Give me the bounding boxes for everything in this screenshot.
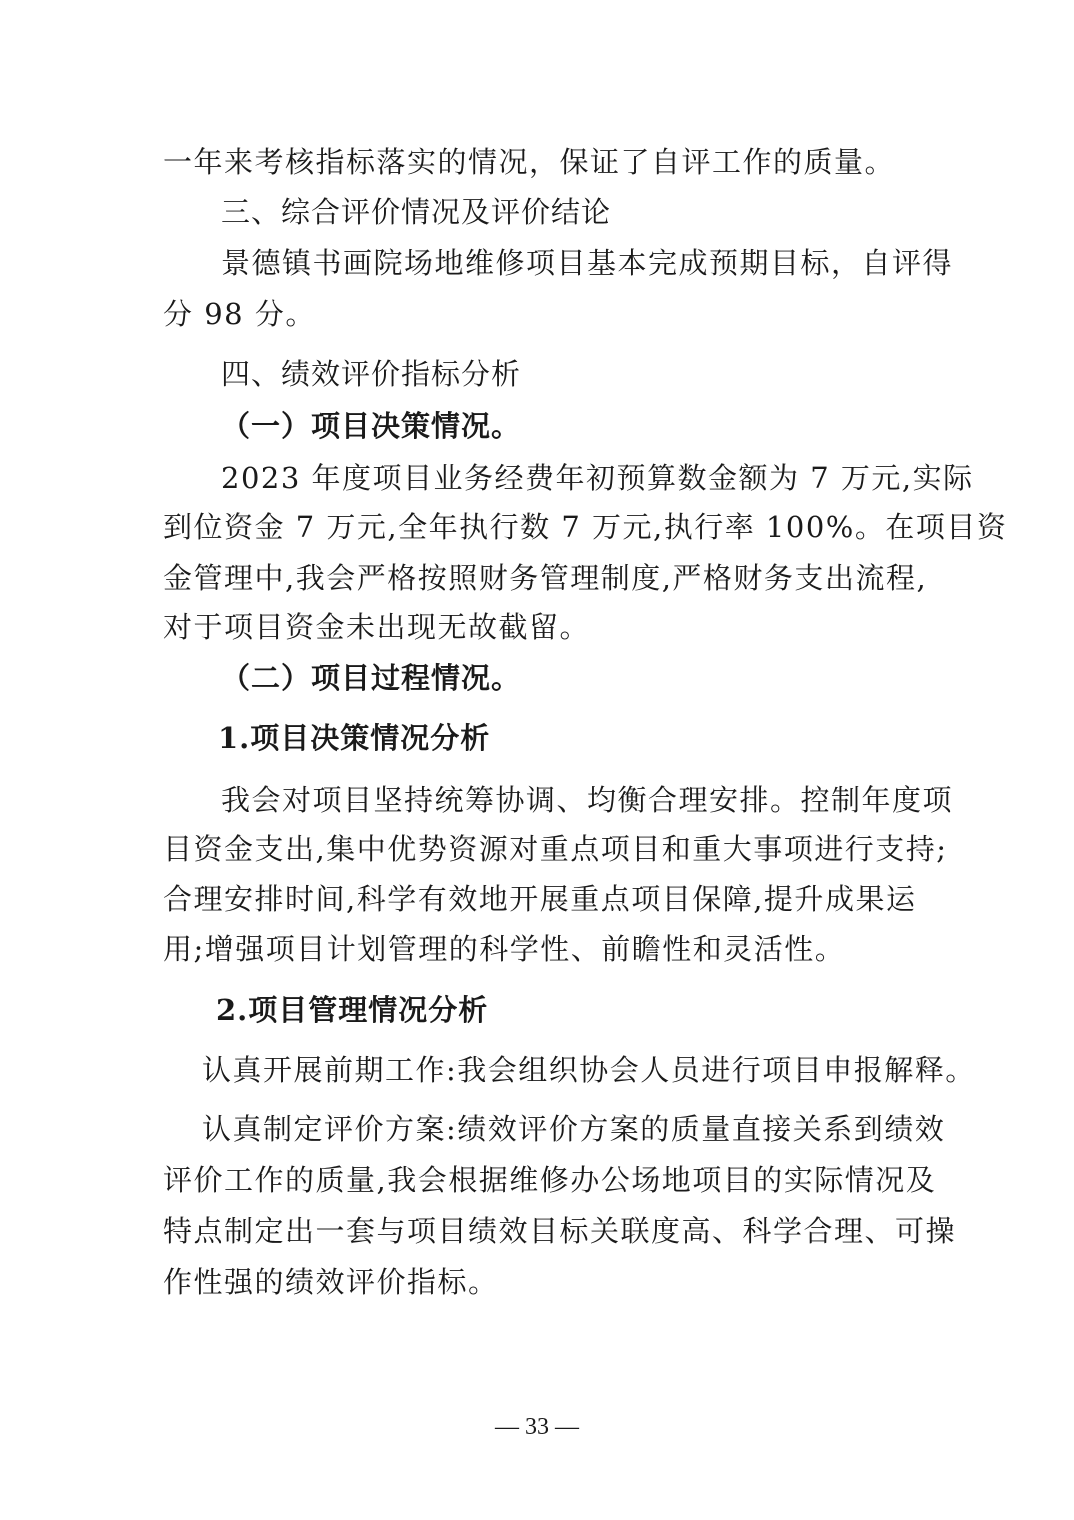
body-text-line: 认真制定评价方案:绩效评价方案的质量直接关系到绩效 <box>202 1112 946 1146</box>
section-heading-3: 三、综合评价情况及评价结论 <box>221 195 612 229</box>
body-text-line: 对于项目资金未出现无故截留。 <box>163 610 591 644</box>
numbered-heading-1: 1.项目决策情况分析 <box>218 721 491 755</box>
body-text-line: 金管理中,我会严格按照财务管理制度,严格财务支出流程, <box>163 561 928 595</box>
section-heading-4: 四、绩效评价指标分析 <box>221 357 522 391</box>
numbered-heading-2: 2.项目管理情况分析 <box>216 993 489 1027</box>
subsection-heading-1: （一）项目决策情况。 <box>221 409 522 443</box>
body-text-line: 认真开展前期工作:我会组织协会人员进行项目申报解释。 <box>202 1053 976 1087</box>
body-text-line: 合理安排时间,科学有效地开展重点项目保障,提升成果运 <box>163 882 917 916</box>
page-number: — 33 — <box>495 1414 579 1440</box>
body-text-line: 评价工作的质量,我会根据维修办公场地项目的实际情况及 <box>163 1163 937 1197</box>
body-text-line: 2023 年度项目业务经费年初预算数金额为 7 万元,实际 <box>221 461 974 495</box>
body-text-line: 我会对项目坚持统筹协调、均衡合理安排。控制年度项 <box>221 783 954 817</box>
body-text-line: 作性强的绩效评价指标。 <box>163 1265 499 1299</box>
body-text-line: 分 98 分。 <box>163 297 316 331</box>
body-text-line: 到位资金 7 万元,全年执行数 7 万元,执行率 100%。在项目资 <box>163 510 1008 544</box>
body-text-line: 一年来考核指标落实的情况，保证了自评工作的质量。 <box>163 145 896 179</box>
body-text-line: 特点制定出一套与项目绩效目标关联度高、科学合理、可操 <box>163 1214 957 1248</box>
body-text-line: 目资金支出,集中优势资源对重点项目和重大事项进行支持; <box>163 832 948 866</box>
body-text-line: 用;增强项目计划管理的科学性、前瞻性和灵活性。 <box>163 932 846 966</box>
body-text-line: 景德镇书画院场地维修项目基本完成预期目标，自评得 <box>221 246 954 280</box>
subsection-heading-2: （二）项目过程情况。 <box>221 661 522 695</box>
